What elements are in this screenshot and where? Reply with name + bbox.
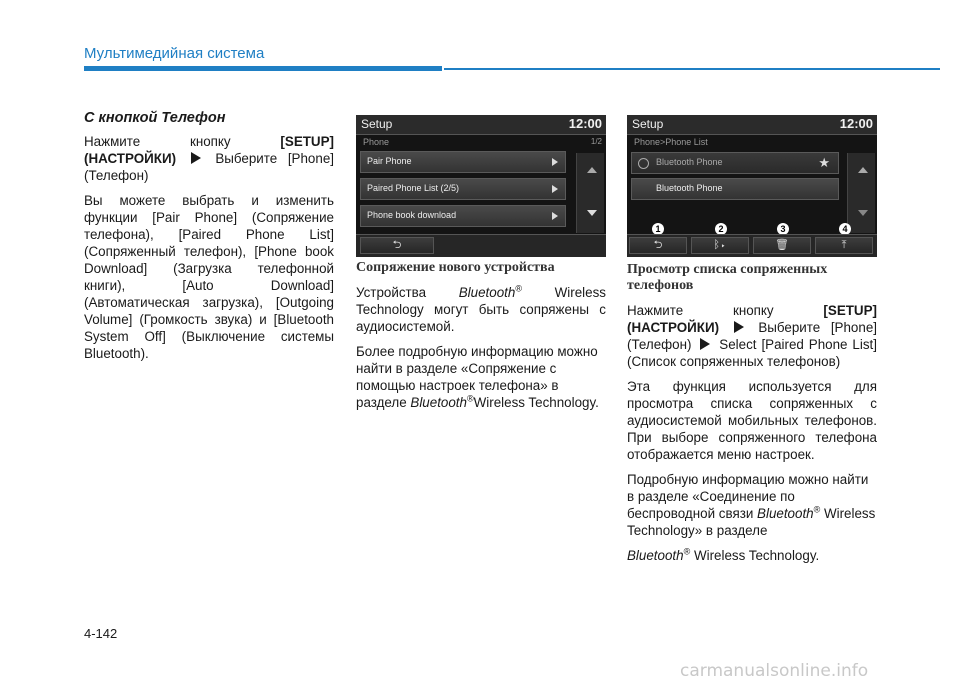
move-top-button[interactable]: [815, 237, 873, 254]
back-button[interactable]: [629, 237, 687, 254]
menu-item-phone-book-download[interactable]: [360, 205, 566, 227]
text: Более подробную информацию можно найти в разделе «Сопряжение с помощью настроек телефона» в разделе: [356, 344, 598, 410]
menu-item-label: Pair Phone: [367, 156, 412, 166]
bluetooth-term: Bluetooth: [458, 285, 516, 300]
column-3: [627, 262, 877, 572]
screen-clock: 12:00: [568, 116, 602, 131]
phone-list-item[interactable]: [631, 178, 839, 200]
scrollbar[interactable]: [576, 153, 604, 233]
text: Нажмите кнопку: [84, 134, 281, 149]
paragraph-more-info: [356, 343, 606, 411]
chevron-right-icon: [552, 212, 558, 220]
registered-mark: ®: [466, 393, 474, 404]
star-icon[interactable]: ★: [818, 155, 830, 170]
text: Wireless Technology» в разделе: [627, 506, 876, 538]
paragraph-bluetooth-devices: [356, 284, 606, 335]
scroll-up-icon[interactable]: [858, 167, 868, 173]
phone-list-item-connected[interactable]: [631, 152, 839, 174]
text: Wireless Technology.: [690, 548, 820, 563]
screen-title: Setup: [632, 117, 664, 131]
text: Устройства: [356, 285, 459, 300]
back-button[interactable]: [360, 237, 434, 254]
phone-list-item-label: Bluetooth Phone: [656, 157, 723, 167]
trash-icon: 🗑: [775, 239, 789, 251]
triangle-arrow-icon: [700, 338, 710, 350]
header-line: [444, 68, 940, 70]
registered-mark: ®: [813, 504, 821, 515]
registered-mark: ®: [683, 546, 691, 557]
chevron-right-icon: [552, 185, 558, 193]
screen-titlebar: [627, 115, 877, 135]
text: Wireless Technology.: [473, 395, 599, 410]
delete-button[interactable]: [753, 237, 811, 254]
text: Выберите [Phone] (Телефон): [84, 151, 334, 183]
triangle-arrow-icon: [734, 321, 744, 333]
chevron-right-icon: [552, 158, 558, 166]
text: Подробную информацию можно найти в разделе «Соединение по беспроводной связи: [627, 472, 869, 521]
scrollbar[interactable]: [847, 153, 875, 233]
screen-subtitle: Phone: [363, 137, 390, 147]
upload-icon: ⤒: [841, 239, 847, 251]
play-circle-icon: [638, 158, 649, 169]
bluetooth-term: Bluetooth: [627, 548, 684, 563]
column-1: [84, 110, 334, 370]
screen-subtitle: Phone>Phone List: [634, 137, 708, 147]
screen-bottom-bar: [627, 234, 877, 257]
paragraph-setup-instruction-2: [627, 302, 877, 370]
scroll-down-icon[interactable]: [858, 210, 868, 216]
bluetooth-term: Bluetooth: [410, 395, 467, 410]
menu-item-label: Paired Phone List (2/5): [367, 183, 460, 193]
text: Выберите [Phone] (Телефон): [627, 320, 877, 352]
menu-item-paired-phone-list[interactable]: [360, 178, 566, 200]
callout-number-3: 3: [777, 223, 789, 235]
scroll-down-icon[interactable]: [587, 210, 597, 216]
paragraph-function-desc: Эта функция используется для просмотра списка сопряженных с аудиосистемой мобильных телефонов. При выборе сопряженного телефона отображается меню настроек.: [627, 379, 877, 462]
header-bar: [84, 66, 442, 71]
text: Wireless Technology могут быть сопряжены с аудиосистемой.: [356, 285, 606, 334]
callout-number-4: 4: [839, 223, 851, 235]
menu-item-pair-phone[interactable]: [360, 151, 566, 173]
text: Select [Paired Phone List] (Список сопряженных телефонов): [627, 337, 877, 369]
callout-number-2: 2: [715, 223, 727, 235]
section-title-pair-new-device: Сопряжение нового устройства: [356, 260, 555, 275]
watermark: carmanualsonline.info: [680, 661, 869, 681]
setup-key-label: [SETUP] (НАСТРОЙКИ): [627, 303, 877, 335]
screen-bottom-bar: [356, 234, 606, 257]
header-title: Мультимедийная система: [84, 45, 265, 62]
menu-item-label: Phone book download: [367, 210, 457, 220]
phone-list-screen: [627, 115, 877, 257]
paragraph-bluetooth-section: [627, 547, 877, 564]
column-2: [356, 260, 606, 419]
triangle-arrow-icon: [191, 152, 201, 164]
paragraph-functions: Вы можете выбрать и изменить функции [Pair Phone] (Сопряжение телефона), [Paired Phone List] (Сопряженный телефон), [Phone book Download] (Загрузка телефонной книги), [Auto Download] (Автоматическая загрузка), [Outgoing Volume] (Громкость звука) и [Bluetooth System Off] (Выключение системы Bluetooth).: [84, 193, 334, 361]
paragraph-setup-instruction: [84, 133, 334, 184]
paragraph-details: [627, 471, 877, 539]
bluetooth-term: Bluetooth: [757, 506, 814, 521]
bluetooth-connect-button[interactable]: [691, 237, 749, 254]
callout-number-1: 1: [652, 223, 664, 235]
back-arrow-icon: ⮌: [392, 239, 402, 251]
section-title-phone-button: С кнопкой Телефон: [84, 110, 226, 126]
screen-clock: 12:00: [839, 116, 873, 131]
registered-mark: ®: [515, 283, 522, 294]
section-title-paired-list: Просмотр списка сопряженных телефонов: [627, 262, 828, 293]
page-number: 4-142: [84, 626, 118, 641]
setup-key-label: [SETUP] (НАСТРОЙКИ): [84, 134, 334, 166]
setup-phone-screen: [356, 115, 606, 257]
screen-title: Setup: [361, 117, 393, 131]
screen-titlebar: [356, 115, 606, 135]
bluetooth-icon: ᛒ▸: [713, 239, 727, 251]
phone-list-item-label: Bluetooth Phone: [656, 183, 723, 193]
text: Нажмите кнопку: [627, 303, 824, 318]
screen-page-indicator: 1/2: [590, 137, 602, 146]
back-arrow-icon: ⮌: [653, 239, 663, 251]
scroll-up-icon[interactable]: [587, 167, 597, 173]
